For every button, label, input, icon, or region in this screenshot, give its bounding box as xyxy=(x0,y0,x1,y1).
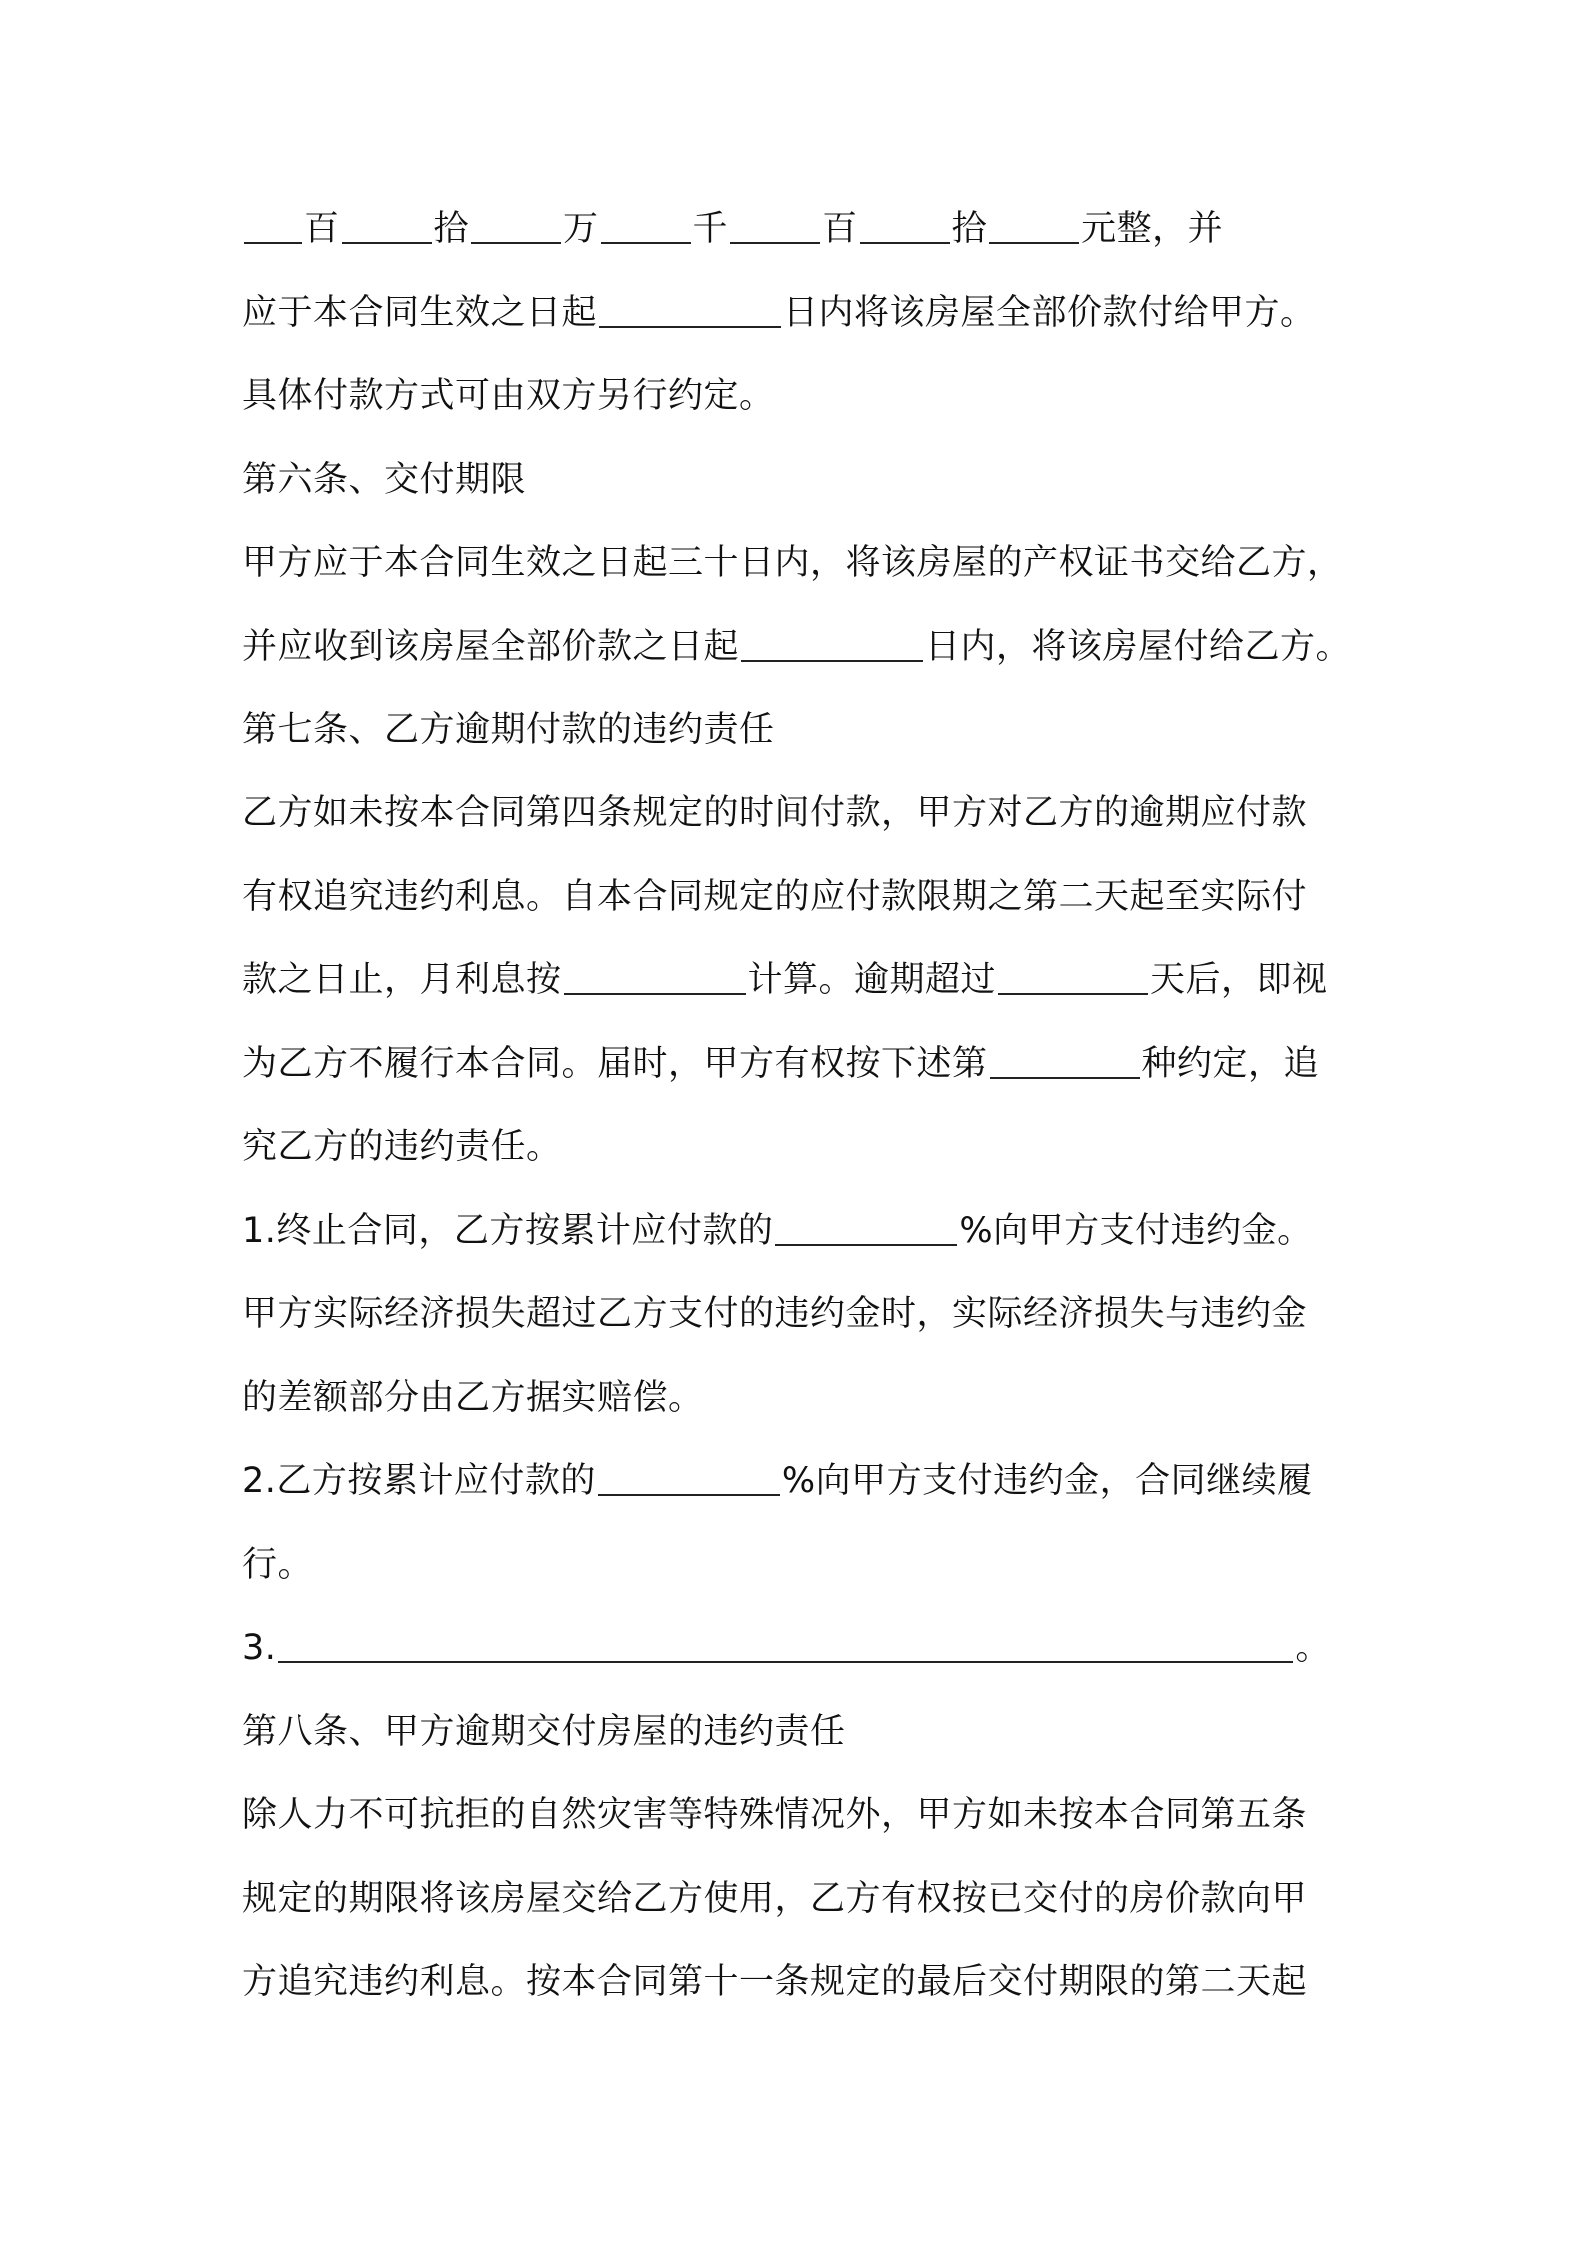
text-line xyxy=(242,617,1362,677)
text-run: 日内将该房屋全部价款付给甲方。 xyxy=(783,293,1316,333)
text-line xyxy=(242,1201,1362,1261)
blank-field xyxy=(990,1041,1140,1079)
blank-field xyxy=(730,206,820,244)
blank-field xyxy=(860,206,950,244)
text-run: 计算。逾期超过 xyxy=(747,960,997,1000)
text-run: 2.乙方按累计应付款的 xyxy=(242,1461,596,1501)
text-run: 并应收到该房屋全部价款之日起 xyxy=(242,627,740,667)
text-run: 方追究违约利息。按本合同第十一条规定的最后交付期限的第二天起 xyxy=(242,1962,1308,2002)
section-heading xyxy=(242,450,1362,510)
text-run: %向甲方支付违约金，合同继续履 xyxy=(781,1461,1313,1501)
blank-field xyxy=(564,957,746,995)
text-line xyxy=(242,1952,1362,2012)
blank-field xyxy=(278,1625,1293,1663)
unit-bai-2: 百 xyxy=(822,209,858,249)
text-run: 应于本合同生效之日起 xyxy=(242,293,598,333)
text-run: 的差额部分由乙方据实赔偿。 xyxy=(242,1378,704,1418)
text-line xyxy=(242,283,1362,343)
text-line xyxy=(242,1869,1362,1929)
section-heading xyxy=(242,1702,1362,1762)
text-line xyxy=(242,1535,1362,1595)
text-run: 为乙方不履行本合同。届时，甲方有权按下述第 xyxy=(242,1044,988,1084)
heading-text: 第七条、乙方逾期付款的违约责任 xyxy=(242,710,775,750)
text-run: 。 xyxy=(1295,1628,1331,1668)
section-heading xyxy=(242,700,1362,760)
blank-field xyxy=(598,1458,780,1496)
text-run: 3. xyxy=(242,1628,277,1668)
text-line xyxy=(242,867,1362,927)
text-line xyxy=(242,366,1362,426)
amount-end-text: 元整，并 xyxy=(1081,209,1224,249)
text-run: 天后，即视 xyxy=(1150,960,1328,1000)
text-run: 日内，将该房屋付给乙方。 xyxy=(925,627,1352,667)
text-line xyxy=(242,1785,1362,1845)
unit-wan: 万 xyxy=(563,209,599,249)
blank-field xyxy=(244,206,302,244)
unit-shi-2: 拾 xyxy=(951,209,988,249)
text-line xyxy=(242,1618,1362,1678)
text-run: 1.终止合同，乙方按累计应付款的 xyxy=(242,1211,774,1251)
text-line xyxy=(242,533,1362,593)
blank-field xyxy=(471,206,561,244)
unit-qian: 千 xyxy=(692,209,729,249)
blank-field xyxy=(741,624,923,662)
blank-field xyxy=(989,206,1079,244)
blank-field xyxy=(998,957,1148,995)
text-line xyxy=(242,1368,1362,1428)
text-line xyxy=(242,1451,1362,1511)
text-run: 甲方实际经济损失超过乙方支付的违约金时，实际经济损失与违约金 xyxy=(242,1294,1308,1334)
text-run: 乙方如未按本合同第四条规定的时间付款，甲方对乙方的逾期应付款 xyxy=(242,793,1308,833)
blank-field xyxy=(599,290,781,328)
unit-bai: 百 xyxy=(304,209,340,249)
text-run: 除人力不可抗拒的自然灾害等特殊情况外，甲方如未按本合同第五条 xyxy=(242,1795,1308,1835)
text-run: 行。 xyxy=(242,1545,314,1585)
amount-line xyxy=(242,199,1362,259)
blank-field xyxy=(601,206,691,244)
text-run: 款之日止，月利息按 xyxy=(242,960,562,1000)
heading-text: 第八条、甲方逾期交付房屋的违约责任 xyxy=(242,1712,846,1752)
text-run: 究乙方的违约责任。 xyxy=(242,1127,562,1167)
text-line xyxy=(242,950,1362,1010)
text-run: 具体付款方式可由双方另行约定。 xyxy=(242,376,775,416)
unit-shi: 拾 xyxy=(433,209,470,249)
text-run: %向甲方支付违约金。 xyxy=(959,1211,1313,1251)
text-run: 种约定，追 xyxy=(1141,1044,1320,1084)
text-line xyxy=(242,783,1362,843)
text-run: 甲方应于本合同生效之日起三十日内，将该房屋的产权证书交给乙方， xyxy=(242,543,1343,583)
text-line xyxy=(242,1284,1362,1344)
blank-field xyxy=(342,206,432,244)
text-run: 有权追究违约利息。自本合同规定的应付款限期之第二天起至实际付 xyxy=(242,877,1308,917)
text-line xyxy=(242,1117,1362,1177)
text-run: 规定的期限将该房屋交给乙方使用，乙方有权按已交付的房价款向甲 xyxy=(242,1879,1308,1919)
heading-text: 第六条、交付期限 xyxy=(242,460,527,500)
blank-field xyxy=(775,1208,957,1246)
text-line xyxy=(242,1034,1362,1094)
